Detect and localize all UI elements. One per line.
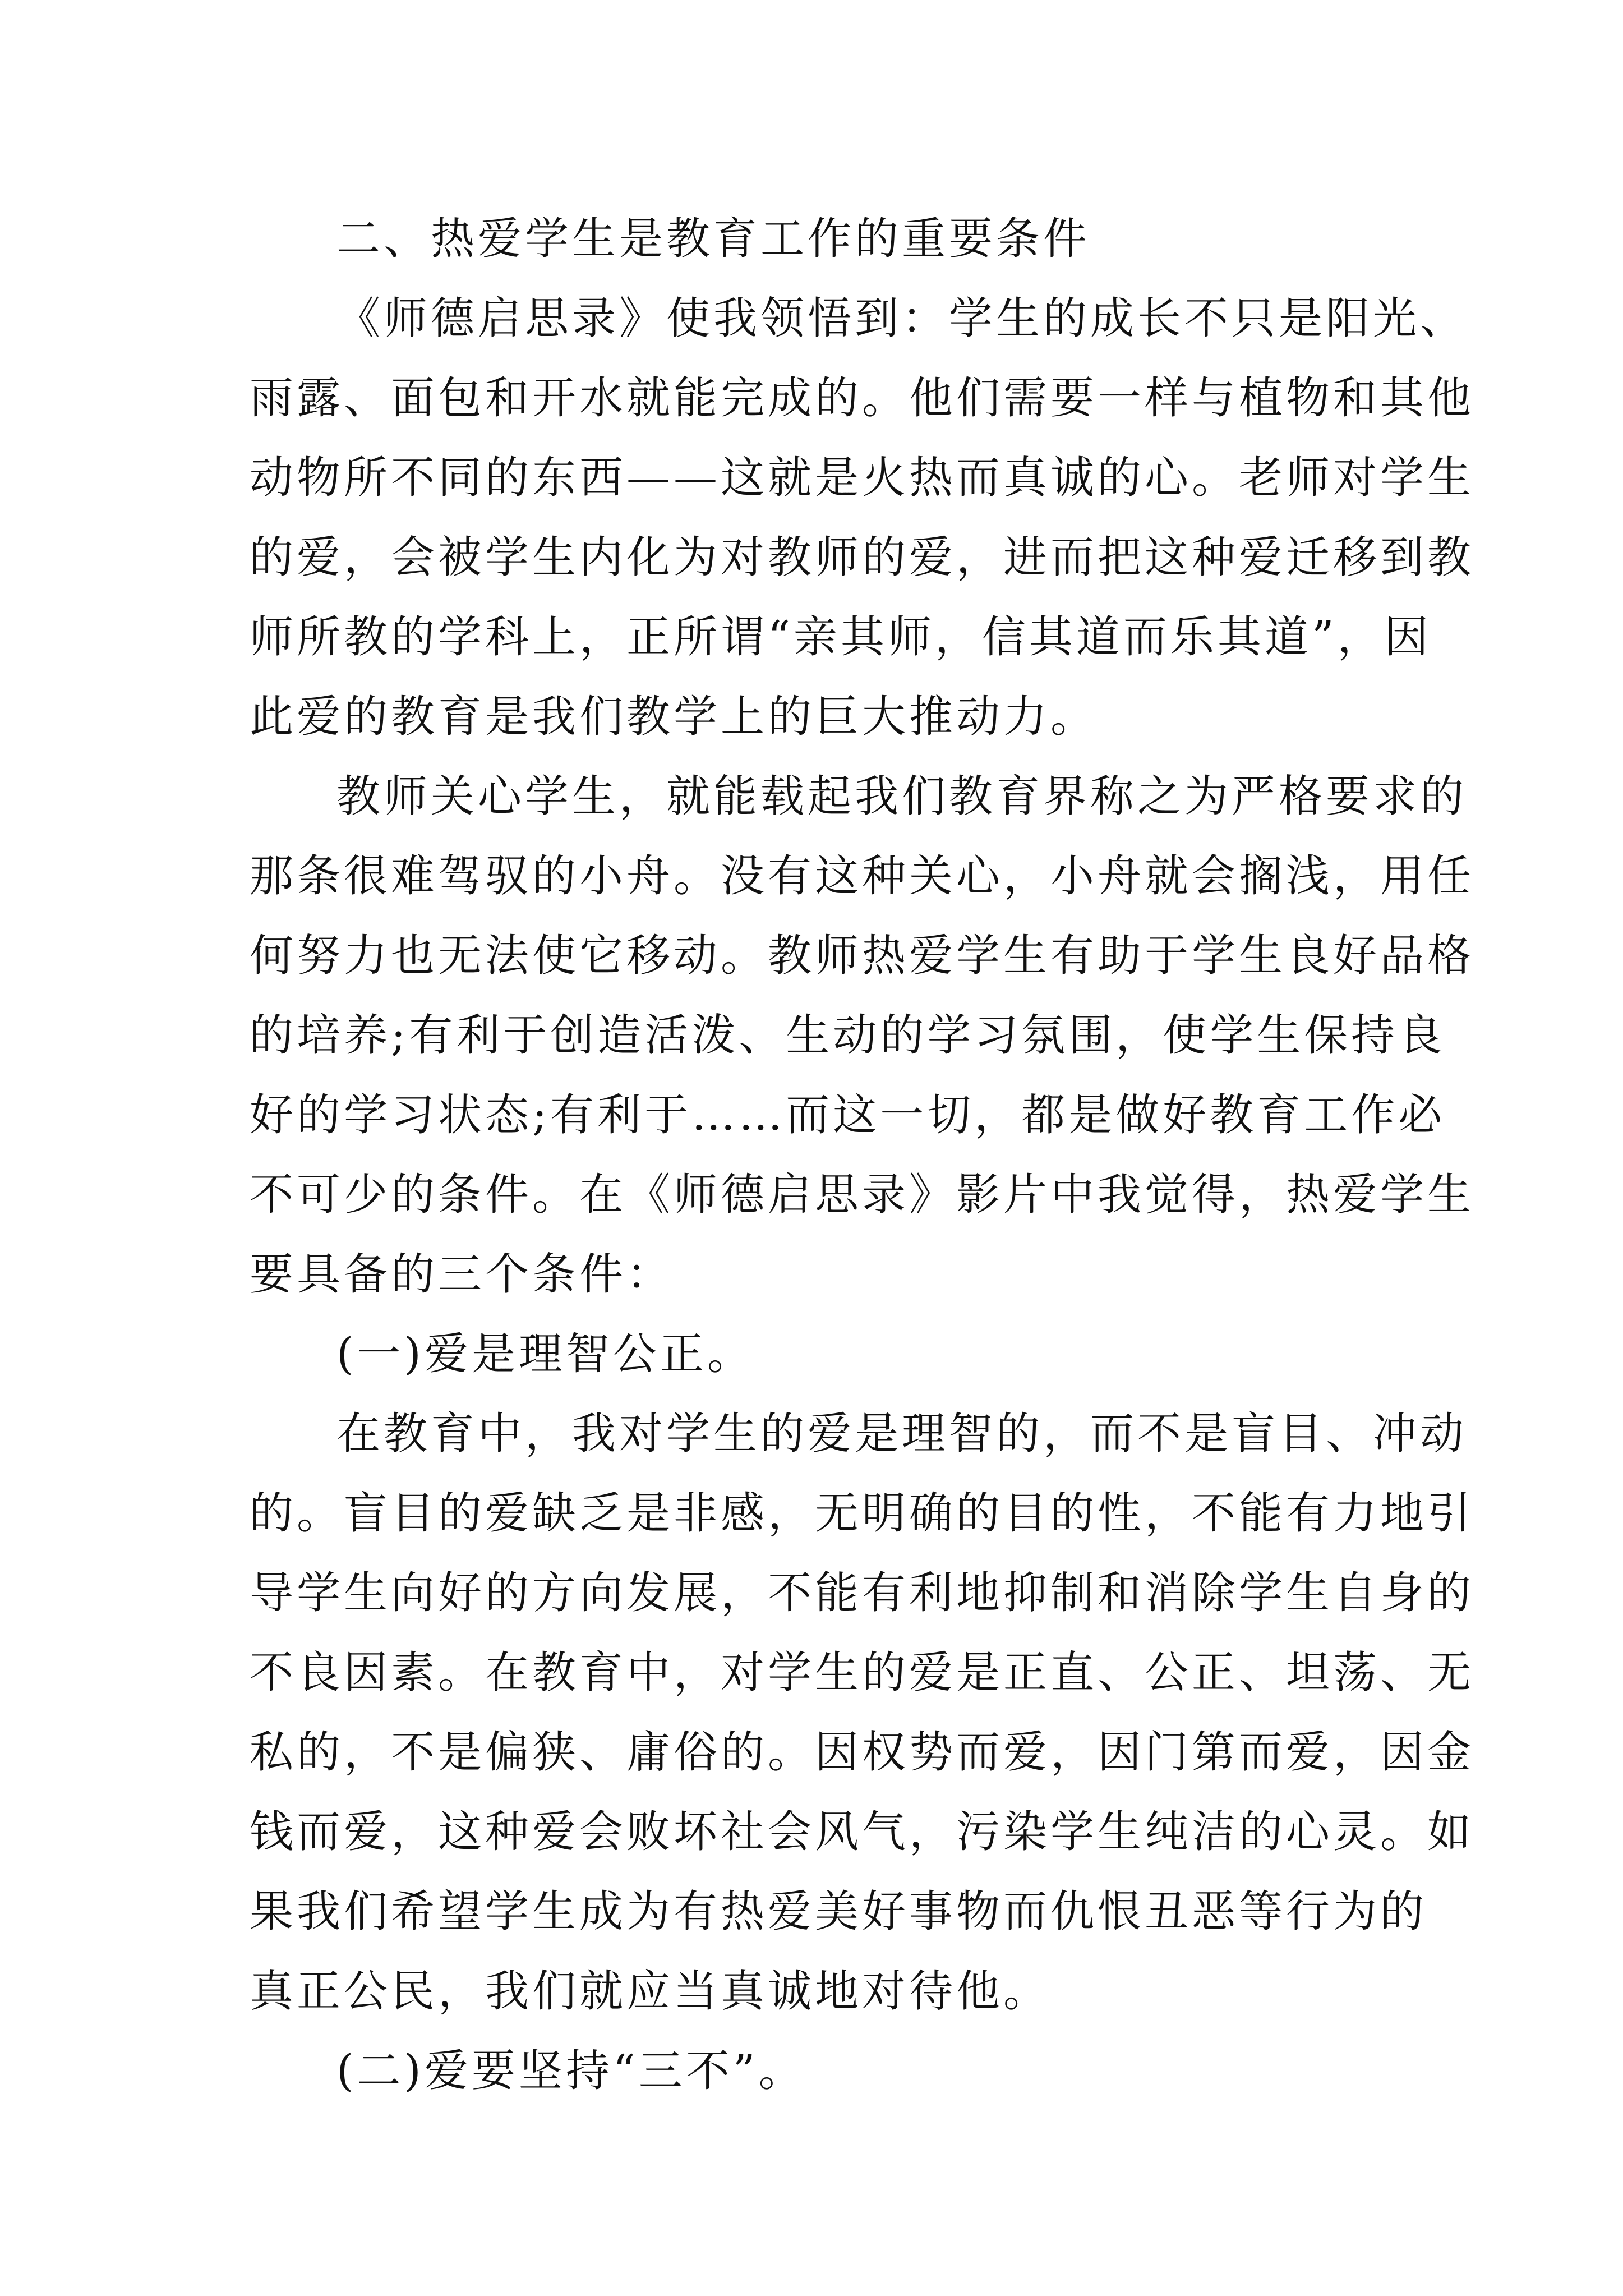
text-line: 《师德启思录》使我领悟到：学生的成长不只是阳光、 (336, 293, 1468, 344)
text-line: 导学生向好的方向发展，不能有利地抑制和消除学生自身的 (250, 1568, 1475, 1618)
text-line: 真正公民，我们就应当真诚地对待他。 (250, 1966, 1051, 2017)
text-line: 好的学习状态;有利于……而这一切，都是做好教育工作必 (250, 1090, 1446, 1140)
text-line: 的爱，会被学生内化为对教师的爱，进而把这种爱迁移到教 (250, 532, 1475, 583)
section-heading: 二、热爱学生是教育工作的重要条件 (336, 214, 1091, 264)
text-line: 要具备的三个条件： (250, 1249, 674, 1300)
text-line: 的。盲目的爱缺乏是非感，无明确的目的性，不能有力地引 (250, 1488, 1475, 1539)
text-line: 何努力也无法使它移动。教师热爱学生有助于学生良好品格 (250, 931, 1475, 981)
text-line: 那条很难驾驭的小舟。没有这种关心，小舟就会搁浅，用任 (250, 851, 1475, 901)
text-line: 不可少的条件。在《师德启思录》影片中我觉得，热爱学生 (250, 1170, 1475, 1220)
text-line: 私的，不是偏狭、庸俗的。因权势而爱，因门第而爱，因金 (250, 1727, 1475, 1778)
text-line: 的培养;有利于创造活泼、生动的学习氛围，使学生保持良 (250, 1010, 1446, 1061)
text-line: 师所教的学科上，正所谓“亲其师，信其道而乐其道”，因 (250, 612, 1432, 662)
text-line: 动物所不同的东西——这就是火热而真诚的心。老师对学生 (250, 453, 1475, 503)
text-line: 雨露、面包和开水就能完成的。他们需要一样与植物和其他 (250, 373, 1475, 424)
subheading-two: (二)爱要坚持“三不”。 (336, 2046, 806, 2096)
text-line: 不良因素。在教育中，对学生的爱是正直、公正、坦荡、无 (250, 1648, 1475, 1698)
text-line: 此爱的教育是我们教学上的巨大推动力。 (250, 692, 1098, 742)
subheading-one: (一)爱是理智公正。 (336, 1329, 754, 1379)
text-line: 在教育中，我对学生的爱是理智的，而不是盲目、冲动 (336, 1409, 1468, 1459)
text-line: 教师关心学生，就能载起我们教育界称之为严格要求的 (336, 771, 1468, 822)
text-line: 钱而爱，这种爱会败坏社会风气，污染学生纯洁的心灵。如 (250, 1807, 1475, 1857)
text-line: 果我们希望学生成为有热爱美好事物而仇恨丑恶等行为的 (250, 1887, 1428, 1937)
